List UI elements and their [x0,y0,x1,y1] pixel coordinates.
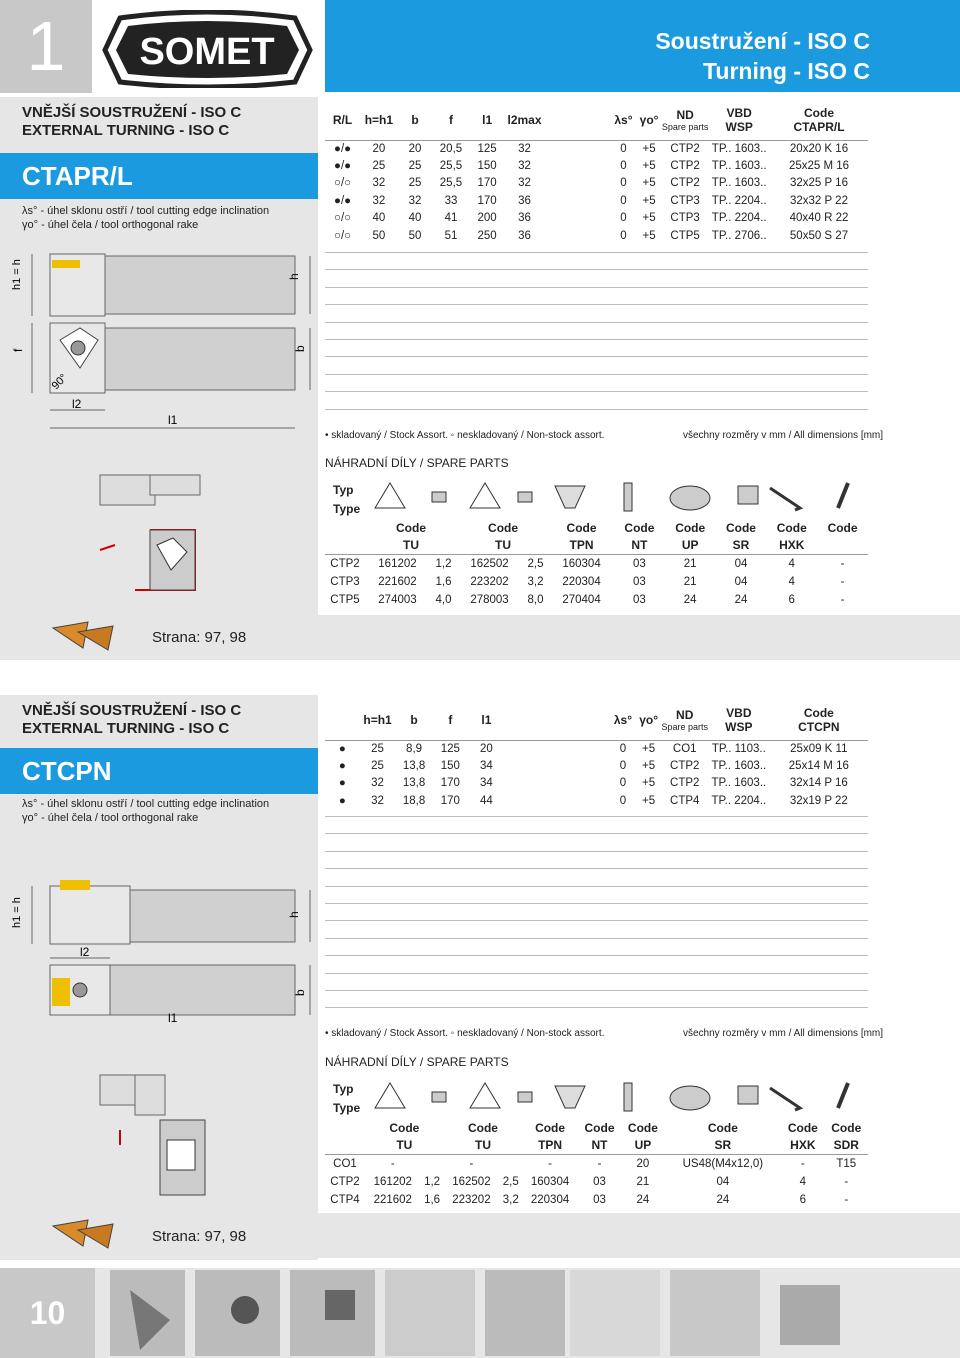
table-cell: 0 [619,777,627,790]
table-cell: +5 [642,760,656,773]
table-cell [499,1155,522,1173]
section1-spare-title: NÁHRADNÍ DÍLY / SPARE PARTS [325,456,509,470]
table-cell: 51 [444,229,458,242]
table-cell: 13,8 [402,760,426,773]
section2-spare-title: NÁHRADNÍ DÍLY / SPARE PARTS [325,1055,509,1069]
table-cell: 36 [518,212,531,225]
table-cell: 25 [408,160,422,173]
table-cell: 21 [683,575,697,588]
table-cell: 34 [480,777,493,790]
empty-row-line [325,287,868,288]
empty-row-line [325,339,868,340]
table-cell: ○/○ [334,212,352,225]
table-cell: CTP2 [330,1175,360,1188]
section2-spare-icons [370,1078,870,1118]
table-cell: 2,5 [502,1175,519,1188]
table-cell: 200 [477,212,497,225]
table-cell: 6 [799,1193,807,1206]
chapter-tab: 1 [0,0,92,93]
table-cell: 50 [408,229,422,242]
table-cell: 0 [620,194,627,207]
table-cell: CTP4 [330,1193,360,1206]
table-cell: 24 [683,593,697,606]
table-cell: CTP3 [670,212,700,225]
title-en: Turning - ISO C [703,58,870,84]
section2-product: CTCPN [0,748,318,794]
insert-icon [48,618,118,654]
table-cell: 0 [619,760,627,773]
table-row [325,1191,868,1209]
table-cell: ● [338,777,346,790]
table-cell: 25 [408,177,422,190]
table-cell: 13,8 [402,777,426,790]
table-cell: 1,6 [424,1193,441,1206]
table-cell: 274003 [378,593,417,606]
table-cell: 40 [372,212,386,225]
table-cell: +5 [642,160,656,173]
svg-text:b: b [293,989,307,996]
table-cell: 4,0 [435,593,452,606]
svg-text:SOMET: SOMET [139,31,275,73]
table-row [325,740,868,757]
table-cell [421,1155,444,1173]
empty-row-line [325,920,868,921]
empty-row-line [325,851,868,852]
table-cell: 03 [633,593,646,606]
table-cell: 220304 [562,575,601,588]
table-row [325,140,868,157]
table-cell: TP.. 1603.. [711,177,767,190]
table-cell: CTP2 [670,177,700,190]
table-cell: 40 [408,212,422,225]
section2-typ: Typ Type [333,1082,361,1115]
section2-table: h=h1 b f l1 λs° γo° ND Spare parts VBD WSP Code CTCPN ● 25 8,9 125 20 0 +5 CO1 TP.. 1103.. 25x09 K 11 ● 25 13,8 150 34 0 +5 CTP2 TP.. 1603.. 25x14 M 16 ● 32 13,8 170 34 0 +5 CTP2 TP.. 1603.. 32x14 P 16 ● 32 18,8 170 44 0 +5 CTP4 TP.. 2204.. 32x19 P 22 [325,700,868,810]
section1-units: všechny rozměry v mm / All dimensions [mm] [683,430,884,441]
table-cell: ●/● [334,194,352,207]
table-cell: +5 [642,194,656,207]
empty-row-line [325,938,868,939]
table-cell: 03 [593,1175,606,1188]
table-cell: 221602 [373,1193,412,1206]
table-cell: - [840,575,845,588]
empty-row-line [325,391,868,392]
table-cell: 8,9 [406,742,423,755]
empty-row-line [325,1007,868,1008]
gap-cell [505,757,610,774]
table-cell: 50x50 S 27 [789,229,849,242]
table-cell: 32 [371,794,384,807]
table-cell: - [844,1175,849,1188]
table-cell: 32 [372,194,386,207]
gap-cell [505,740,610,757]
table-cell: CTP2 [670,760,700,773]
section2-notes: λs° - úhel sklonu ostří / tool cutting edge inclination γo° - úhel čela / tool orthogonal rake [22,798,270,824]
table-cell: 25 [371,742,384,755]
svg-text:l2: l2 [72,397,82,411]
table-cell: 25x14 M 16 [788,760,849,773]
svg-text:h: h [287,911,301,918]
table-cell: 40x40 R 22 [789,212,849,225]
table-cell: 03 [633,575,646,588]
table-cell: 0 [619,794,627,807]
section2-pages: Strana: 97, 98 [152,1228,247,1245]
gap-cell [544,227,610,244]
section1-drawing [0,240,318,440]
gap-cell [544,210,610,227]
table-cell: 0 [620,212,627,225]
table-cell: CTP2 [330,557,360,570]
gap-cell [505,792,610,809]
table-row [325,175,868,192]
table-cell: 20 [408,142,422,155]
table-cell: 24 [636,1193,650,1206]
empty-row-line [325,973,868,974]
table-cell: 223202 [470,575,509,588]
empty-row-line [325,955,868,956]
table-cell: ●/● [334,160,352,173]
table-cell: 44 [480,794,493,807]
table-cell: - [469,1157,474,1170]
table-cell: CTP3 [330,575,360,588]
table-cell: +5 [642,212,656,225]
table-cell: 221602 [378,575,417,588]
section1-legend: • skladovaný / Stock Assort. ◦ neskladovaný / Non-stock assort. [325,430,605,441]
section2-footer-bar [0,1213,960,1258]
section1-spare-icons [370,478,870,518]
table-cell: 162502 [452,1175,491,1188]
table-cell: 32 [518,177,531,190]
table-cell: 1,6 [435,575,452,588]
table-row [325,573,868,591]
table-cell: 36 [518,194,531,207]
table-cell: TP.. 1603.. [711,777,767,790]
table-cell: 3,2 [502,1193,519,1206]
table-cell: ● [338,742,346,755]
gap-cell [544,175,610,192]
table-cell: 32x32 P 22 [790,194,848,207]
table-cell: CO1 [333,1157,357,1170]
table-cell: CTP2 [670,777,700,790]
svg-text:b: b [293,345,307,352]
table-cell: +5 [642,794,656,807]
table-cell: 32 [408,194,422,207]
table-cell: - [840,557,845,570]
table-cell: - [390,1157,395,1170]
table-cell: 125 [440,742,460,755]
svg-text:h: h [287,273,301,280]
title-cz: Soustružení - ISO C [655,28,870,54]
table-cell: 162502 [470,557,509,570]
table-cell: CTP2 [670,142,700,155]
empty-row-line [325,903,868,904]
section2-legend: • skladovaný / Stock Assort. ◦ neskladovaný / Non-stock assort. [325,1028,605,1039]
svg-text:90°: 90° [49,371,70,393]
gap-cell [505,775,610,792]
table-cell: 3,2 [527,575,544,588]
table-cell: TP.. 2706.. [711,229,767,242]
table-row [325,1155,868,1173]
table-cell: 223202 [452,1193,491,1206]
insert-icon [48,1216,118,1252]
table-cell: 34 [480,760,493,773]
table-cell: 25x09 K 11 [790,742,848,755]
table-cell: 6 [788,593,795,606]
table-cell: 8,0 [527,593,544,606]
section1-table: R/L h=h1 b f l1 l2max λs° γo° ND Spare parts VBD WSP Code CTAPR/L ●/● 20 20 20,5 125 32 0 +5 CTP2 TP.. 1603.. 20x20 K 16 ●/● 25 25 25,5 150 32 0 +5 CTP2 TP.. 1603.. 25x25 M 16 ○/○ 32 25 25,5 170 32 0 +5 CTP2 TP.. 1603.. 32x25 P 16 ●/● 32 32 33 170 36 0 +5 CTP3 TP.. 2204.. 32x32 P 22 ○/○ 40 40 41 200 36 0 +5 CTP3 TP.. 2204.. 40x40 R 22 ○/○ 50 50 51 250 36 0 +5 CTP5 TP.. 2706.. 50x50 S 27 [325,100,868,244]
table-cell: TP.. 2204.. [711,794,767,807]
svg-text:f: f [11,348,25,352]
table-cell: TP.. 2204.. [711,212,767,225]
table-cell: 278003 [470,593,509,606]
table-cell: TP.. 2204.. [711,194,767,207]
table-cell: 2,5 [527,557,544,570]
table-cell: 170 [477,194,497,207]
table-cell: +5 [642,777,656,790]
table-cell: 36 [518,229,531,242]
table-cell: CTP5 [330,593,360,606]
table-cell: 170 [440,794,460,807]
table-row [325,775,868,792]
table-cell: ● [338,794,346,807]
table-cell: 4 [799,1175,807,1188]
table-cell: ○/○ [334,177,352,190]
section1-spare-table: Code Code Code Code Code Code Code Code TU TU TPN NT UP SR HXK CTP2 161202 1,2 162502 2,5 160304 03 21 04 4 - CTP3 221602 1,6 223202 3,2 220304 03 21 04 4 - CTP5 274003 4,0 278003 8,0 270404 03 24 24 6 - [325,520,868,609]
table-cell: 20,5 [439,142,463,155]
table-cell: TP.. 1603.. [711,142,767,155]
table-cell: 04 [716,1175,730,1188]
table-cell: ●/● [334,142,352,155]
table-cell: 161202 [373,1175,412,1188]
title-banner [325,0,960,92]
table-cell: - [844,1193,849,1206]
table-cell: US48(M4x12,0) [682,1157,764,1170]
empty-row-line [325,322,868,323]
svg-text:l1: l1 [168,413,178,427]
empty-row-line [325,269,868,270]
table-cell: T15 [836,1157,857,1170]
table-cell: 0 [620,177,627,190]
table-cell: 160304 [562,557,601,570]
table-cell: +5 [642,177,656,190]
section1-notes: λs° - úhel sklonu ostří / tool cutting edge inclination γo° - úhel čela / tool orthogonal rake [22,205,270,231]
table-cell: 04 [734,557,748,570]
table-cell: 33 [444,194,458,207]
table-cell: 0 [620,142,627,155]
table-cell: TP.. 1103.. [711,742,766,755]
table-cell: 21 [683,557,697,570]
svg-text:l1: l1 [168,1011,178,1025]
table-cell: - [597,1157,602,1170]
table-cell: 32 [372,177,386,190]
section2-spare-drawing [95,1070,295,1210]
table-cell: 220304 [530,1193,570,1206]
table-cell: CTP5 [670,229,700,242]
table-row [325,157,868,174]
table-cell: 4 [788,557,795,570]
table-row [325,555,868,573]
table-row [325,192,868,209]
gap-cell [544,140,610,157]
gap-cell [544,157,610,174]
empty-row-line [325,409,868,410]
table-cell: 0 [619,742,627,755]
table-cell: 1,2 [424,1175,441,1188]
table-cell: 41 [444,212,458,225]
table-cell: 20 [636,1157,650,1170]
section2-units: všechny rozměry v mm / All dimensions [mm] [683,1028,884,1039]
table-cell: 32x14 P 16 [789,777,848,790]
empty-row-line [325,886,868,887]
table-cell: 18,8 [402,794,426,807]
empty-row-line [325,374,868,375]
table-cell: 250 [477,229,497,242]
table-cell: 20x20 K 16 [789,142,849,155]
table-cell: 170 [477,177,497,190]
section1-typ: Typ Type [333,483,361,516]
table-cell: 270404 [562,593,601,606]
table-cell: ● [338,760,346,773]
empty-row-line [325,990,868,991]
empty-row-line [325,816,868,817]
svg-text:h1 = h: h1 = h [11,897,23,928]
section1-pages: Strana: 97, 98 [152,629,247,646]
table-cell: 150 [440,760,460,773]
section2-spare-table: Code Code Code Code Code Code Code Code TU TU TPN NT UP SR HXK SDR CO1 - - - - 20 US48(M4x12,0) - T15 CTP2 161202 1,2 162502 2,5 160304 03 21 04 4 - CTP4 221602 1,6 223202 3,2 220304 03 24 24 6 - [325,1120,868,1209]
empty-row-line [325,356,868,357]
table-cell: 170 [440,777,460,790]
section1-heading: VNĚJŠÍ SOUSTRUŽENÍ - ISO C EXTERNAL TURNING - ISO C [22,104,242,139]
table-cell: CTP3 [670,194,700,207]
table-cell: 4 [788,575,795,588]
page-number: 10 [0,1268,95,1358]
table-cell: 0 [620,160,627,173]
section1-product: CTAPR/L [0,153,318,199]
table-cell: 25 [372,160,386,173]
table-row [325,792,868,809]
table-cell: +5 [642,229,656,242]
table-cell: 125 [477,142,497,155]
table-cell: - [548,1157,552,1170]
table-cell: +5 [642,742,656,755]
empty-row-line [325,868,868,869]
empty-row-line [325,304,868,305]
table-cell: 20 [480,742,493,755]
section2-heading: VNĚJŠÍ SOUSTRUŽENÍ - ISO C EXTERNAL TURNING - ISO C [22,702,242,737]
table-cell: 150 [477,160,497,173]
table-cell: - [800,1157,805,1170]
table-cell: 25,5 [439,177,463,190]
somet-logo [100,10,315,88]
svg-text:h1 = h: h1 = h [11,259,23,290]
table-cell: 20 [372,142,386,155]
table-cell: ○/○ [334,229,352,242]
empty-row-line [325,833,868,834]
table-cell: 24 [716,1193,730,1206]
gap-cell [544,192,610,209]
table-cell: 03 [633,557,646,570]
table-cell: 24 [734,593,748,606]
section2-drawing [0,870,318,1030]
table-cell: TP.. 1603.. [711,760,767,773]
table-cell: 161202 [378,557,417,570]
table-row [325,210,868,227]
table-cell: TP.. 1603.. [711,160,767,173]
table-row [325,227,868,244]
table-cell: 0 [620,229,627,242]
table-cell: 25,5 [439,160,463,173]
table-row [325,757,868,774]
table-cell: 25x25 M 16 [788,160,850,173]
table-cell: CTP2 [670,160,700,173]
table-cell: 32x25 P 16 [790,177,848,190]
table-cell: +5 [642,142,656,155]
table-cell: - [840,593,845,606]
table-cell: 32 [371,777,384,790]
section1-footer-bar [0,615,960,660]
table-cell: 32 [518,160,531,173]
table-cell: 160304 [530,1175,570,1188]
table-cell: 32x19 P 22 [789,794,848,807]
table-cell: 04 [734,575,748,588]
table-row [325,591,868,609]
section1-spare-drawing [95,470,295,610]
table-cell: 32 [518,142,531,155]
table-cell: 03 [593,1193,606,1206]
table-cell: CO1 [672,742,697,755]
table-cell: 21 [636,1175,650,1188]
bottom-images [100,1270,960,1356]
table-cell: 1,2 [435,557,452,570]
table-cell: 25 [371,760,384,773]
table-cell: 50 [372,229,386,242]
table-cell: CTP4 [670,794,700,807]
table-row [325,1173,868,1191]
svg-text:l2: l2 [80,945,90,959]
empty-row-line [325,252,868,253]
